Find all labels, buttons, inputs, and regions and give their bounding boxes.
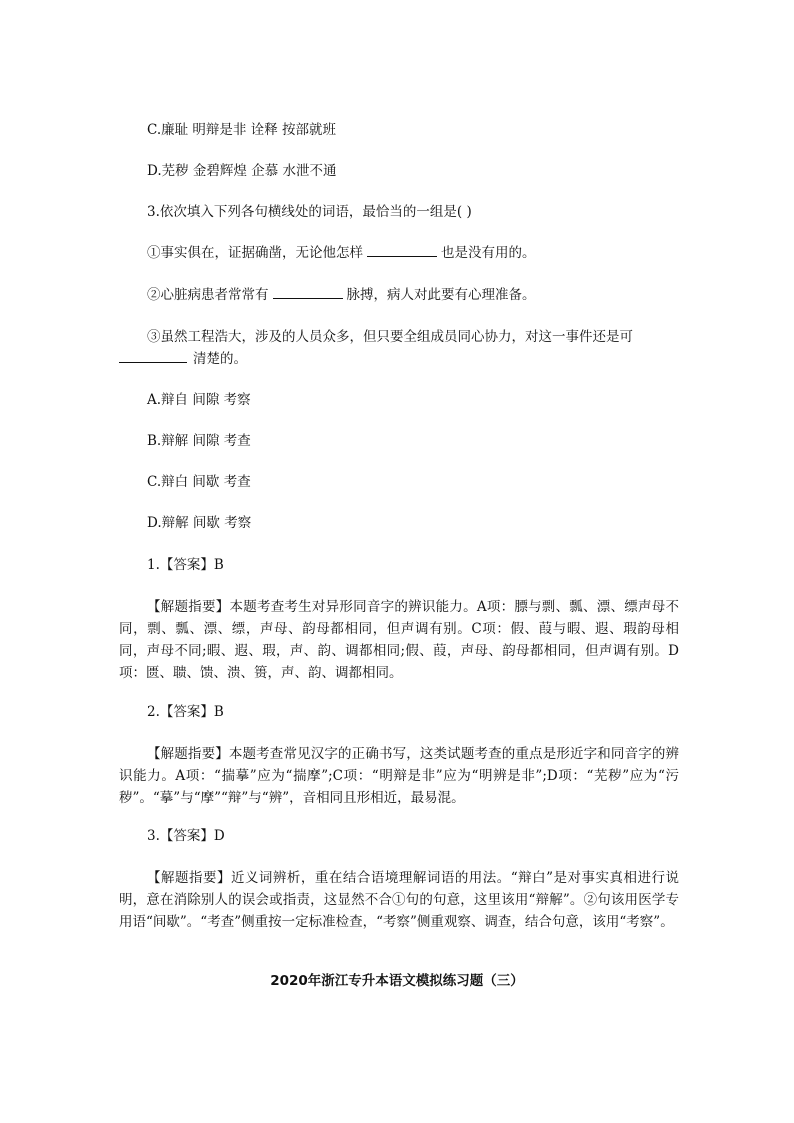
q3-option-b: B.辩解 间隙 考查 [147, 433, 251, 449]
answer-1-label: 1.【答案】B [147, 557, 224, 573]
q3-option-c: C.辩白 间歇 考查 [147, 474, 251, 490]
next-section-title: 2020年浙江专升本语文模拟练习题（三） [270, 973, 524, 989]
q3-s2-before: ②心脏病患者常常有 [147, 287, 269, 303]
q3-s1-after: 也是没有用的。 [441, 245, 536, 261]
fill-blank-3 [119, 350, 187, 363]
answer-2-explanation: 【解题指要】本题考查常见汉字的正确书写，这类试题考查的重点是形近字和同音字的辨识能力。A项：“揣摹”应为“揣摩”;C项：“明辩是非”应为“明辨是非”;D项：“芜秽”应为“污秽”。“摹”与“摩”“辩”与“辨”，音相同且形相近，最易混。 [119, 746, 679, 806]
option-d-prev: D.芜秽 金碧辉煌 企慕 水泄不通 [147, 163, 337, 179]
answer-2-label: 2.【答案】B [147, 704, 224, 720]
q3-s3-after: 清楚的。 [193, 351, 247, 367]
q3-sentence-2 [147, 286, 536, 304]
answer-3-explanation: 【解题指要】近义词辨析，重在结合语境理解词语的用法。“辩白”是对事实真相进行说明，意在消除别人的误会或指责，这显然不合①句的句意，这里该用“辩解”。②句该用医学专用语“间歇”。“考查”侧重按一定标准检查，“考察”侧重观察、调查，结合句意，该用“考察”。 [119, 870, 679, 930]
option-c-prev: C.廉耻 明辩是非 诠释 按部就班 [147, 122, 337, 138]
q3-sentence-3-line1: ③虽然工程浩大，涉及的人员众多，但只要全组成员同心协力，对这一事件还是可 [147, 329, 633, 345]
q3-s1-before: ①事实俱在，证据确凿，无论他怎样 [147, 245, 363, 261]
question-3-stem: 3.依次填入下列各句横线处的词语，最恰当的一组是( ) [147, 204, 472, 220]
q3-option-a: A.辩自 间隙 考察 [147, 392, 251, 408]
answer-1-explanation: 【解题指要】本题考查考生对异形同音字的辨识能力。A项：膘与剽、瓢、漂、缥声母不同，剽、瓢、漂、缥，声母、韵母都相同，但声调有别。C项：假、葭与暇、遐、瑕韵母相同，声母不同;暇、遐、瑕，声、韵、调都相同;假、葭，声母、韵母都相同，但声调有别。D项：匮、聩、馈、溃、篑，声、韵、调都相同。 [119, 599, 679, 681]
answer-3-label: 3.【答案】D [147, 828, 225, 844]
fill-blank-2 [273, 286, 343, 299]
q3-s2-after: 脉搏，病人对此要有心理准备。 [346, 287, 536, 303]
q3-sentence-3-line2 [119, 350, 247, 368]
fill-blank-1 [367, 244, 437, 257]
q3-sentence-1 [147, 244, 536, 262]
q3-option-d: D.辩解 间歇 考察 [147, 515, 252, 531]
